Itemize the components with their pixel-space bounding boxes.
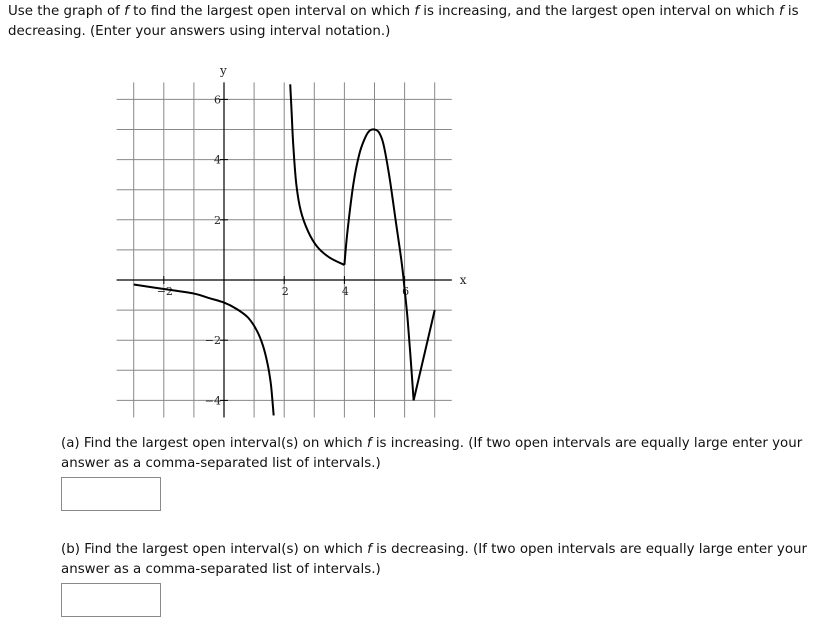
x-tick-label: 6 [402,285,410,298]
prompt-text: is increasing, and the largest open interval on which [419,4,779,19]
curve-left-branch [134,285,274,416]
y-tick-label: −4 [204,394,221,408]
y-tick-label: 2 [214,213,221,227]
x-tick-label: −2 [156,285,173,298]
function-symbol: f [124,4,129,19]
prompt-text: (b) Find the largest open interval(s) on which [61,542,368,557]
prompt-text: is increasing. (If two open intervals are equally large enter your answer as a comma-separated list of intervals.) [61,436,803,471]
function-symbol: f [366,436,372,451]
prompt-text: Use the graph of [8,4,125,19]
part-b-answer-input[interactable] [61,583,161,617]
curve-middle-branch [290,84,344,265]
y-tick-label: 4 [214,153,221,167]
prompt-text: is decreasing. (Enter your answers using interval notation.) [8,4,799,39]
x-axis-label: x [459,273,467,287]
part-a-answer-input[interactable] [61,477,161,511]
y-tick-label: 6 [214,93,221,107]
function-symbol: f [367,542,372,557]
prompt-text: is decreasing. (If two open intervals are equally large enter your answer as a comma-separated list of intervals.) [61,542,808,577]
y-axis-label: y [220,63,227,78]
part-a-prompt [61,434,811,474]
x-tick-label: 4 [341,285,349,298]
curve-peak-segment [341,129,413,400]
curve-final-segment [414,310,435,400]
prompt-text: to find the largest open interval on which [128,4,415,19]
prompt-text: (a) Find the largest open interval(s) on which [61,436,367,451]
function-symbol: f [414,4,420,19]
grid-lines [117,82,452,417]
part-b-prompt [61,540,811,580]
y-tick-label: −2 [204,334,221,348]
function-symbol: f [778,4,784,19]
x-tick-label: 2 [281,285,289,298]
